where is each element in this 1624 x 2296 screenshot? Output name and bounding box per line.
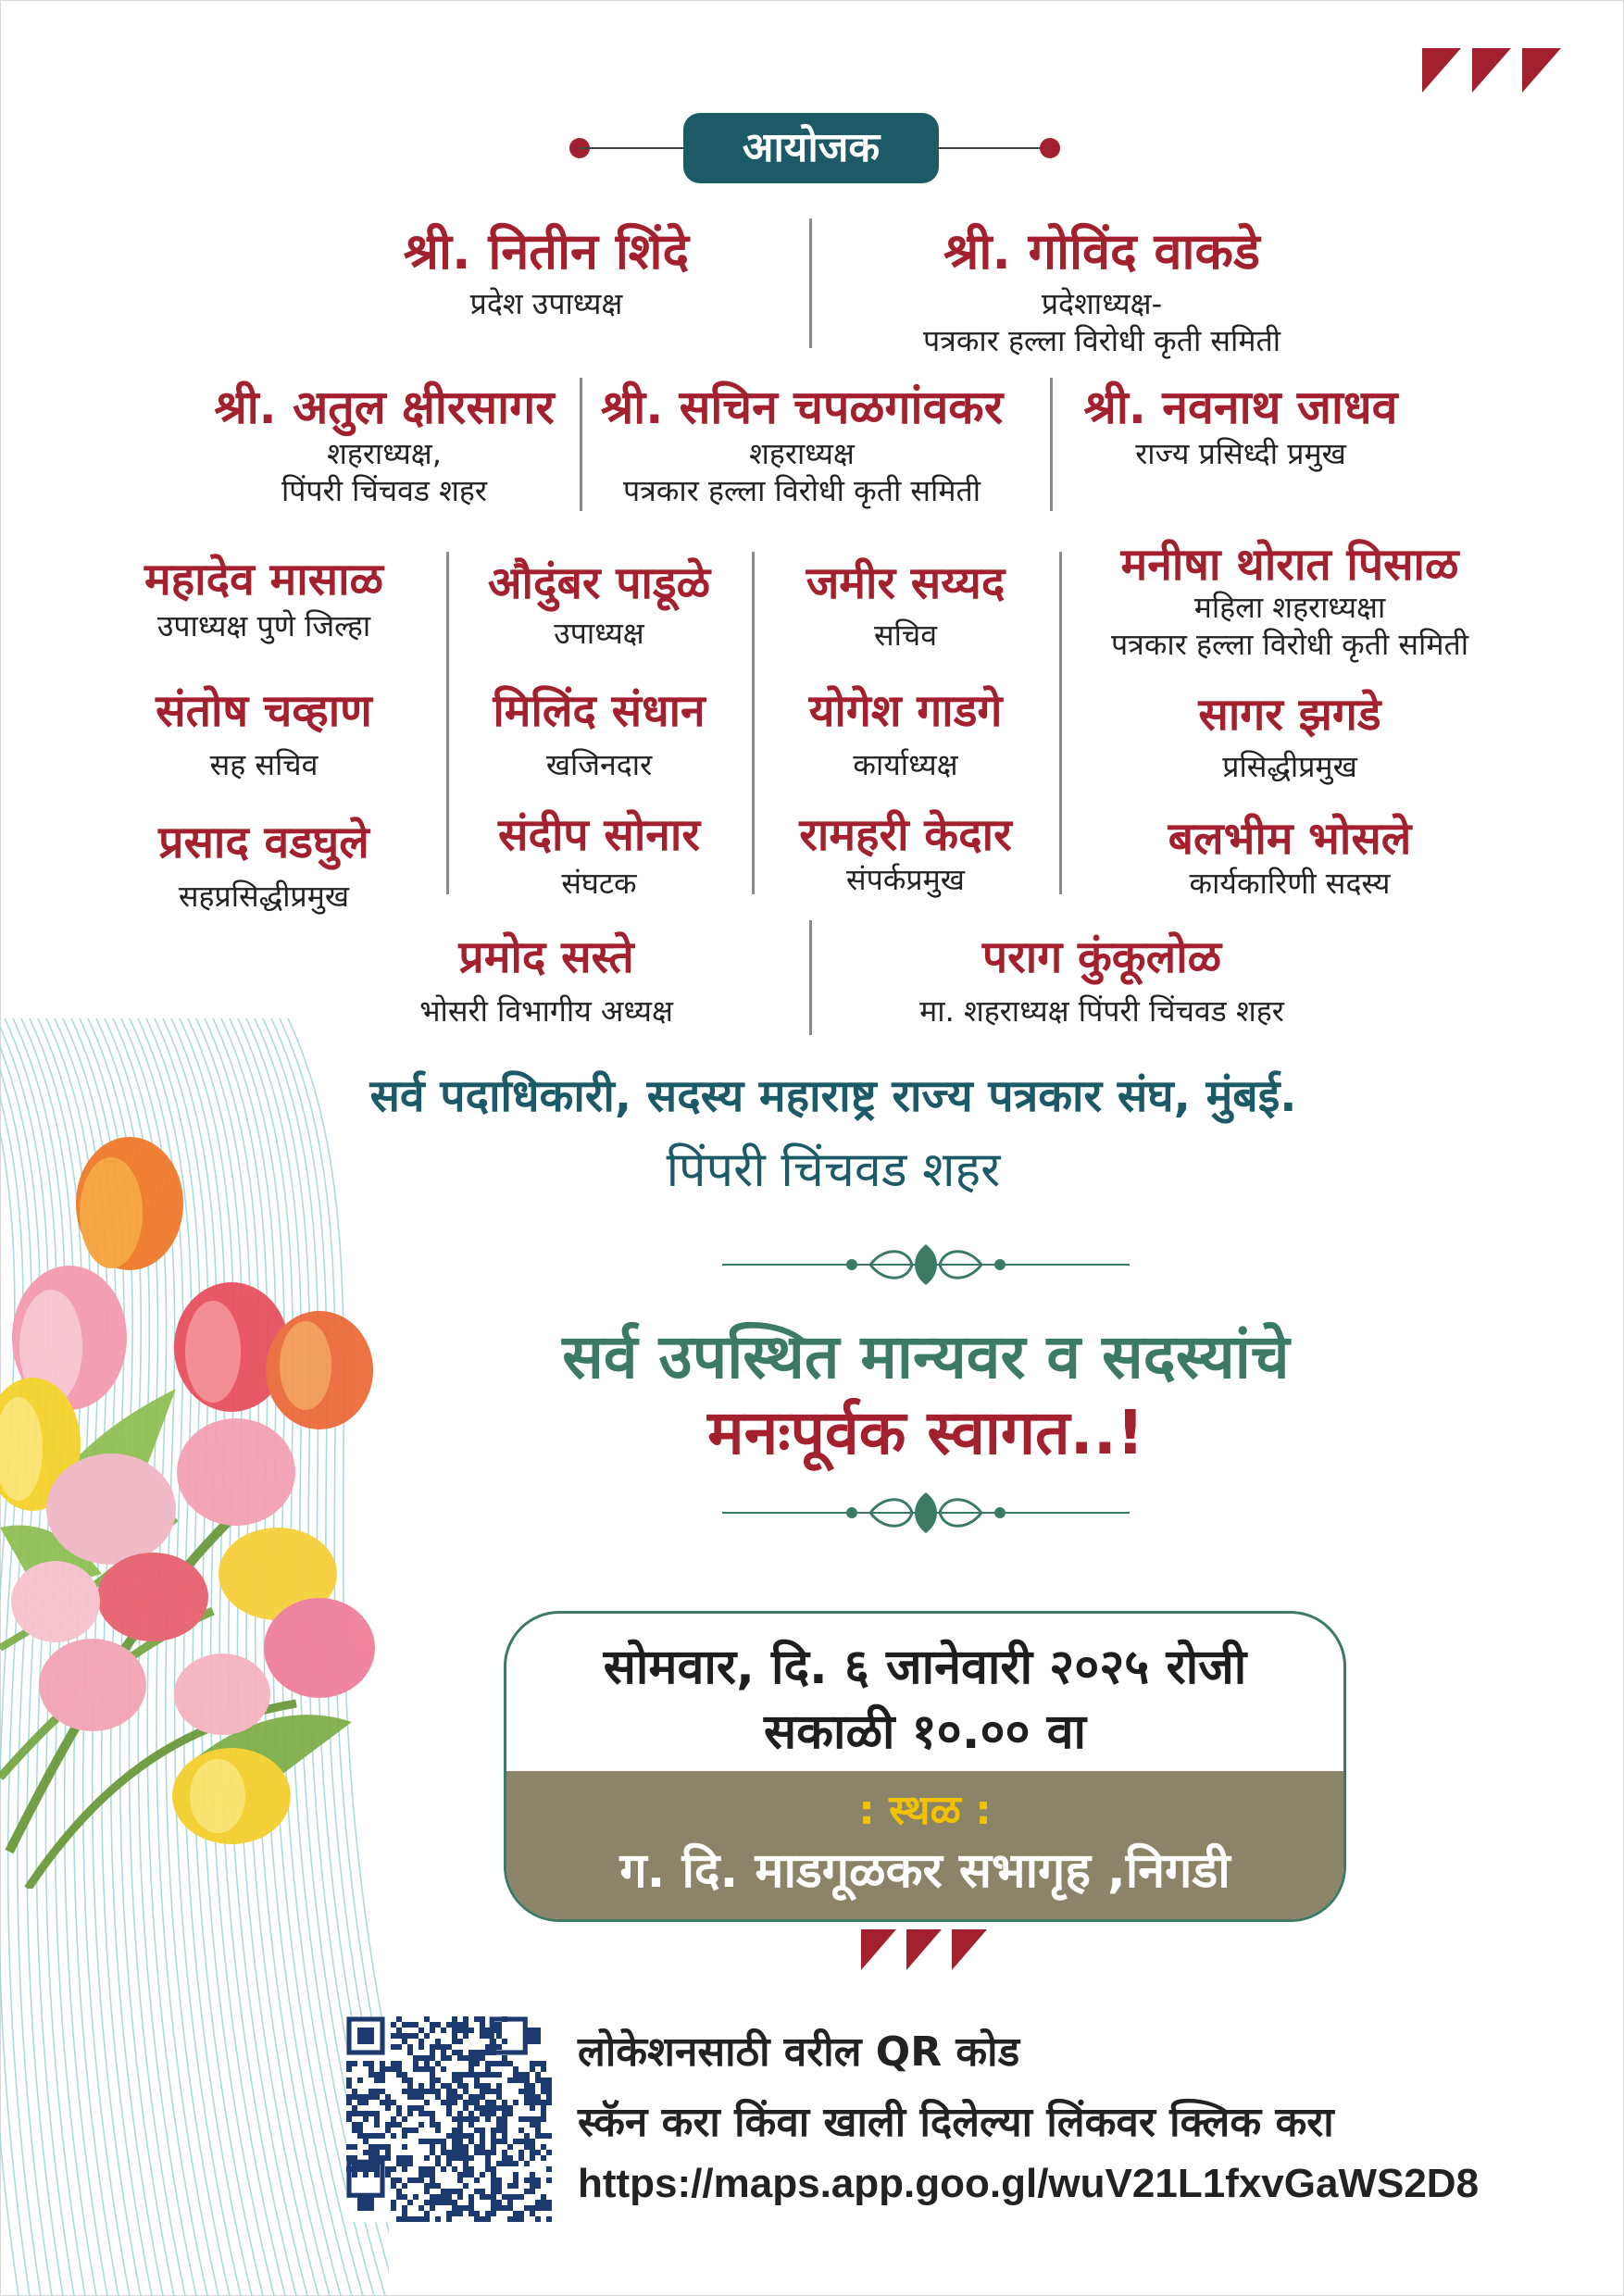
- qr-instruction-line-1: लोकेशनसाठी वरील QR कोड: [578, 2028, 1020, 2076]
- column-divider: [809, 920, 812, 1035]
- member-role: प्रसिद्धीप्रमुख: [1222, 749, 1357, 784]
- member-name: श्री. अतुल क्षीरसागर: [214, 381, 555, 434]
- member-role: शहराध्यक्ष,: [327, 436, 442, 471]
- member-name: श्री. गोविंद वाकडे: [943, 222, 1260, 281]
- member-role-line2: पत्रकार हल्ला विरोधी कृती समिती: [622, 473, 981, 508]
- member-name: औदुंबर पाडूळे: [487, 557, 711, 609]
- member-role: संघटक: [561, 866, 637, 901]
- member-name: संतोष चव्हाण: [156, 685, 372, 737]
- member-name: जमीर सय्यद: [806, 557, 1006, 609]
- tulip-bouquet-image: [0, 1129, 389, 1889]
- column-divider: [446, 552, 449, 894]
- event-date: सोमवार, दि. ६ जानेवारी २०२५ रोजी: [603, 1640, 1247, 1695]
- chevron-decoration-top: [1422, 48, 1561, 93]
- member-name: प्रसाद वडघुले: [158, 817, 369, 868]
- venue-name: ग. दि. माडगूळकर सभागृह ,निगडी: [619, 1843, 1230, 1899]
- member-name: मनीषा थोरात पिसाळ: [1120, 539, 1459, 591]
- member-role: मा. शहराध्यक्ष पिंपरी चिंचवड शहर: [919, 993, 1284, 1029]
- member-name: पराग कुंकूलोळ: [981, 931, 1222, 983]
- ornament-divider-bottom: [722, 1485, 1130, 1541]
- member-role: कार्यकारिणी सदस्य: [1189, 866, 1391, 901]
- city-line: पिंपरी चिंचवड शहर: [666, 1142, 1001, 1198]
- member-role: खजिनदार: [545, 747, 653, 782]
- qr-instruction-line-2: स्कॅन करा किंवा खाली दिलेल्या लिंकवर क्लिक करा: [578, 2099, 1334, 2146]
- member-role: कार्याध्यक्ष: [853, 747, 958, 782]
- member-role-line2: पत्रकार हल्ला विरोधी कृती समिती: [1110, 627, 1468, 662]
- member-name: महादेव मासाळ: [144, 554, 383, 605]
- member-role: उपाध्यक्ष पुणे जिल्हा: [156, 608, 371, 643]
- event-details-box: [504, 1611, 1346, 1922]
- qr-code-image: [346, 2016, 552, 2222]
- event-time: सकाळी १०.०० वा: [763, 1704, 1087, 1760]
- member-role: महिला शहराध्यक्षा: [1193, 590, 1386, 625]
- member-name: रामहरी केदार: [799, 809, 1012, 861]
- member-name: प्रमोद सस्ते: [458, 931, 634, 983]
- member-name: श्री. नितीन शिंदे: [403, 222, 690, 281]
- organisation-line: सर्व पदाधिकारी, सदस्य महाराष्ट्र राज्य पत्रकार संघ, मुंबई.: [369, 1070, 1297, 1122]
- venue-band: [506, 1771, 1343, 1919]
- column-divider: [1050, 378, 1053, 511]
- member-role: संपर्कप्रमुख: [846, 862, 965, 897]
- member-name: मिलिंद संधान: [493, 685, 706, 737]
- venue-label: : स्थळ :: [858, 1787, 992, 1834]
- member-role: सह सचिव: [209, 747, 319, 782]
- member-role-line2: पत्रकार हल्ला विरोधी कृती समिती: [922, 323, 1280, 358]
- column-divider: [580, 378, 582, 511]
- member-name: श्री. सचिन चपळगांवकर: [600, 381, 1004, 434]
- organizer-label: आयोजक: [683, 113, 939, 183]
- column-divider: [809, 218, 812, 348]
- member-role: भोसरी विभागीय अध्यक्ष: [419, 993, 673, 1029]
- member-role: उपाध्यक्ष: [554, 616, 644, 651]
- member-role: शहराध्यक्ष: [749, 436, 855, 471]
- chevron-decoration-bottom: [861, 1929, 987, 1970]
- column-divider: [1059, 552, 1062, 894]
- ornament-divider-top: [722, 1237, 1130, 1292]
- member-role: प्रदेशाध्यक्ष-: [1041, 286, 1163, 321]
- member-role-line2: पिंपरी चिंचवड शहर: [281, 473, 488, 508]
- member-role: राज्य प्रसिध्दी प्रमुख: [1135, 436, 1346, 471]
- member-role: प्रदेश उपाध्यक्ष: [469, 286, 623, 321]
- map-link[interactable]: https://maps.app.goo.gl/wuV21L1fxvGaWS2D8: [578, 2161, 1480, 2206]
- member-name: सागर झगडे: [1198, 689, 1381, 741]
- member-name: बलभीम भोसले: [1168, 813, 1412, 865]
- member-role: सहप्रसिद्धीप्रमुख: [178, 879, 350, 914]
- member-name: संदीप सोनार: [498, 809, 700, 861]
- member-name: योगेश गाडगे: [808, 685, 1003, 737]
- member-name: श्री. नवनाथ जाधव: [1083, 381, 1398, 434]
- welcome-line-1: सर्व उपस्थित मान्यवर व सदस्यांचे: [562, 1321, 1290, 1392]
- member-role: सचिव: [873, 618, 938, 653]
- welcome-line-2: मनःपूर्वक स्वागत..!: [707, 1397, 1144, 1468]
- column-divider: [752, 552, 755, 894]
